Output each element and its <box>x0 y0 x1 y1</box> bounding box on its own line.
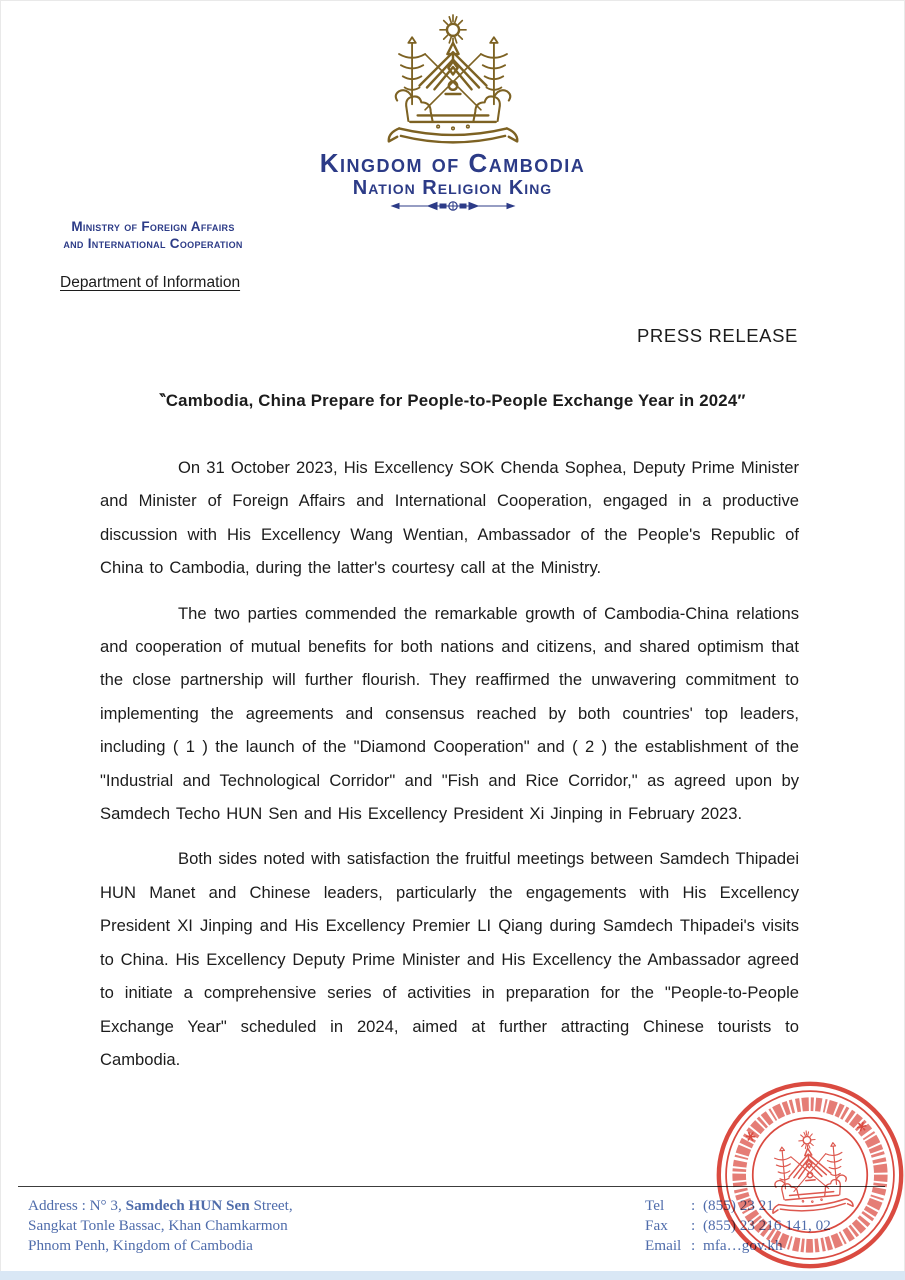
tel-value: (855) 23 21 <box>703 1197 774 1214</box>
paragraph-3: Both sides noted with satisfaction the fruitful meetings between Samdech Thipadei HUN Manet and Chinese leaders, particularly the engagements with His Excellency President XI Jinping and His Excellency Premier LI Qiang during Samdech Thipadei's visits to China. His Excellency Deputy Prime Minister and His Excellency the Ambassador agreed to initiate a comprehensive series of activities in preparation for the "People-to-People Exchange Year" scheduled in 2024, aimed at further attracting Chinese tourists to Cambodia. <box>100 849 799 1069</box>
email-label: Email <box>645 1237 682 1254</box>
email-value: mfa…gov.kh <box>703 1237 783 1254</box>
address-line-1: Address : N° 3, Samdech HUN Sen Street, <box>28 1197 293 1214</box>
address-line-2: Sangkat Tonle Bassac, Khan Chamkarmon <box>28 1217 288 1234</box>
ministry-seal-stamp-icon <box>705 1070 905 1280</box>
tel-label: Tel <box>645 1197 665 1214</box>
fax-row: Fax : (855) 23 216 141, 02 <box>645 1217 831 1234</box>
paragraph-1: On 31 October 2023, His Excellency SOK Chenda Sophea, Deputy Prime Minister and Minister of Foreign Affairs and International Cooperation, engaged in a productive discussion with His Excellency Wang Wentian, Ambassador of the People's Republic of China to Cambodia, during the latter's courtesy call at the Ministry. <box>100 458 799 578</box>
fax-label: Fax <box>645 1217 668 1234</box>
press-release-body <box>100 451 799 1088</box>
national-motto: Nation Religion King <box>352 177 553 199</box>
cambodia-royal-arms-icon <box>360 8 546 154</box>
address-line-3: Phnom Penh, Kingdom of Cambodia <box>28 1237 253 1254</box>
ministry-name-line1: Ministry of Foreign Affairs <box>71 219 235 234</box>
kingdom-title: Kingdom of Cambodia <box>319 148 586 178</box>
document-type-label: PRESS RELEASE <box>636 325 798 346</box>
department-name: Department of Information <box>60 274 241 291</box>
email-row: Email : mfa…gov.kh <box>645 1237 783 1254</box>
ornamental-divider-icon <box>390 199 516 213</box>
tel-row: Tel : (855) 23 21 <box>645 1197 774 1214</box>
footer-address <box>28 1196 293 1256</box>
page-bottom-strip <box>0 1271 905 1280</box>
ministry-name-line2: and International Cooperation <box>63 235 243 251</box>
press-release-title: ‶Cambodia, China Prepare for People-to-People Exchange Year in 2024″ <box>159 391 746 410</box>
paragraph-2: The two parties commended the remarkable growth of Cambodia-China relations and cooperation of mutual benefits for both nations and citizens, and shared optimism that the close partnership will further flourish. They reaffirmed the unwavering commitment to implementing the agreements and consensus reached by both countries' top leaders, including ( 1 ) the launch of the "Diamond Cooperation" and ( 2 ) the establishment of the "Industrial and Technological Corridor" and "Fish and Rice Corridor," as agreed upon by Samdech Techo HUN Sen and His Excellency President Xi Jinping in February 2023. <box>100 603 799 824</box>
ministry-name <box>20 219 286 252</box>
fax-value: (855) 23 216 141, 02 <box>703 1217 831 1234</box>
address-street-bold: Samdech HUN Sen <box>125 1197 250 1214</box>
